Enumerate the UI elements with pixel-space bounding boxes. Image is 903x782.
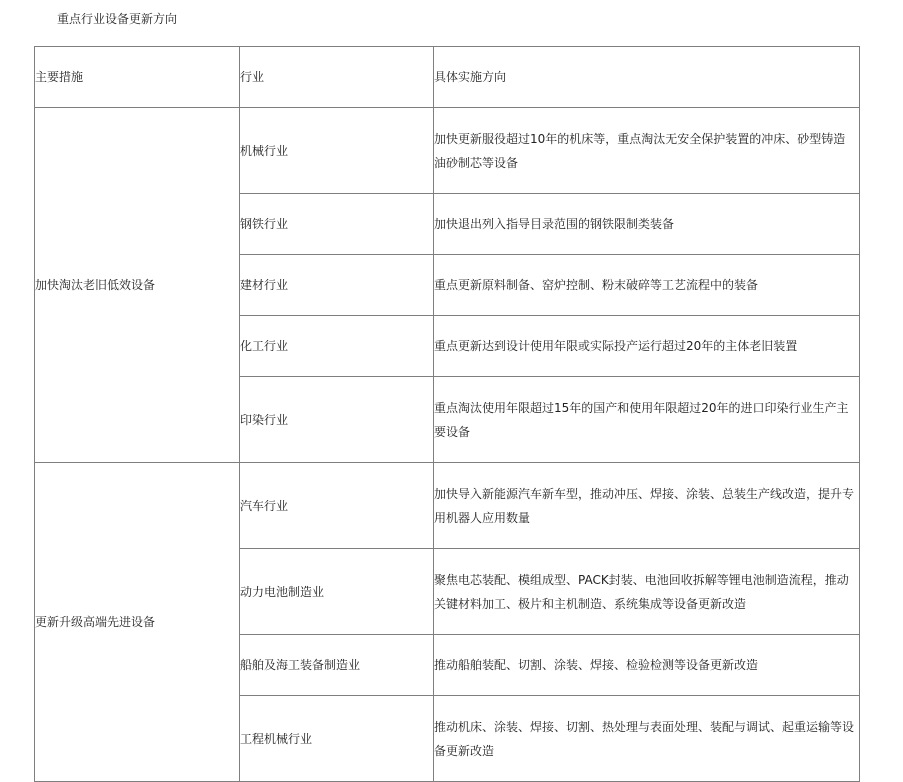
industry-label: 印染行业 bbox=[240, 412, 289, 427]
header-detail-label: 具体实施方向 bbox=[434, 70, 507, 84]
industry-cell bbox=[240, 549, 434, 635]
header-measure-label: 主要措施 bbox=[35, 70, 84, 84]
detail-text: 加快导入新能源汽车新车型，推动冲压、焊接、涂装、总装生产线改造，提升专用机器人应用数量 bbox=[434, 486, 855, 525]
measure-label: 加快淘汰老旧低效设备 bbox=[35, 278, 156, 292]
detail-cell bbox=[434, 255, 860, 316]
industry-label: 船舶及海工装备制造业 bbox=[240, 658, 361, 672]
industry-label: 机械行业 bbox=[240, 143, 289, 158]
detail-cell bbox=[434, 316, 860, 377]
measure-label: 更新升级高端先进设备 bbox=[35, 615, 156, 629]
detail-cell bbox=[434, 635, 860, 696]
detail-text: 重点淘汰使用年限超过15年的国产和使用年限超过20年的进口印染行业生产主要设备 bbox=[434, 400, 849, 439]
header-industry bbox=[240, 47, 434, 108]
industry-label: 建材行业 bbox=[240, 278, 289, 292]
equipment-update-table bbox=[34, 46, 860, 782]
header-measure bbox=[35, 47, 240, 108]
detail-text: 重点更新原料制备、窑炉控制、粉末破碎等工艺流程中的装备 bbox=[434, 278, 759, 292]
industry-cell bbox=[240, 463, 434, 549]
detail-text: 推动机床、涂装、焊接、切割、热处理与表面处理、装配与调试、起重运输等设备更新改造 bbox=[434, 719, 855, 758]
measure-cell bbox=[35, 463, 240, 782]
detail-cell bbox=[434, 377, 860, 463]
detail-cell bbox=[434, 549, 860, 635]
industry-label: 钢铁行业 bbox=[240, 217, 289, 231]
industry-label: 工程机械行业 bbox=[240, 731, 313, 746]
detail-cell bbox=[434, 463, 860, 549]
detail-text: 推动船舶装配、切割、涂装、焊接、检验检测等设备更新改造 bbox=[434, 658, 759, 672]
industry-cell bbox=[240, 316, 434, 377]
header-detail bbox=[434, 47, 860, 108]
detail-cell bbox=[434, 696, 860, 782]
industry-cell bbox=[240, 377, 434, 463]
industry-cell bbox=[240, 108, 434, 194]
industry-cell bbox=[240, 696, 434, 782]
detail-text: 聚焦电芯装配、模组成型、PACK封装、电池回收拆解等锂电池制造流程，推动关键材料加工、极片和主机制造、系统集成等设备更新改造 bbox=[434, 572, 849, 611]
page-title: 重点行业设备更新方向 bbox=[57, 12, 178, 26]
table-header-row bbox=[35, 47, 860, 108]
measure-cell bbox=[35, 108, 240, 463]
detail-cell bbox=[434, 108, 860, 194]
industry-cell bbox=[240, 255, 434, 316]
industry-label: 汽车行业 bbox=[240, 498, 289, 513]
table-row bbox=[35, 463, 860, 549]
detail-text: 重点更新达到设计使用年限或实际投产运行超过20年的主体老旧装置 bbox=[434, 339, 798, 353]
detail-text: 加快更新服役超过10年的机床等，重点淘汰无安全保护装置的冲床、砂型铸造油砂制芯等设备 bbox=[434, 131, 846, 170]
detail-text: 加快退出列入指导目录范围的钢铁限制类装备 bbox=[434, 217, 675, 231]
industry-cell bbox=[240, 635, 434, 696]
industry-cell bbox=[240, 194, 434, 255]
header-industry-label: 行业 bbox=[240, 70, 265, 84]
industry-label: 动力电池制造业 bbox=[240, 584, 325, 599]
detail-cell bbox=[434, 194, 860, 255]
table-row bbox=[35, 108, 860, 194]
industry-label: 化工行业 bbox=[240, 339, 289, 353]
